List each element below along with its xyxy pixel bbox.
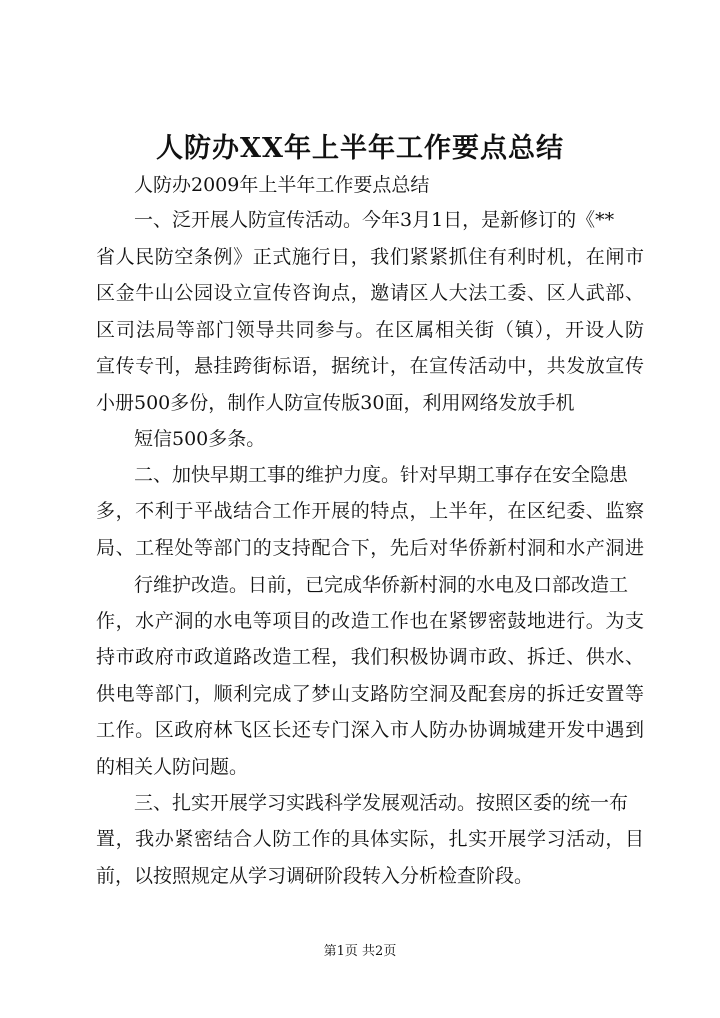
paragraph-line: 局、工程处等部门的支持配合下，先后对华侨新村洞和水产洞进 — [96, 537, 644, 559]
paragraph-line: 区金牛山公园设立宣传咨询点，邀请区人大法工委、区人武部、 — [96, 282, 644, 304]
paragraph-line: 行维护改造。日前，已完成华侨新村洞的水电及口部改造工 — [134, 574, 629, 596]
page-footer: 第1页 共2页 — [323, 944, 397, 959]
document-title: 人防办XX年上半年工作要点总结 — [156, 133, 564, 164]
paragraph-line: 区司法局等部门领导共同参与。在区属相关街（镇），开设人防 — [96, 319, 644, 341]
paragraph-line: 二、加快早期工事的维护力度。针对早期工事存在安全隐患 — [134, 464, 629, 486]
paragraph-line: 短信500多条。 — [134, 428, 266, 450]
paragraph-line: 三、扎实开展学习实践科学发展观活动。按照区委的统一布 — [134, 792, 629, 814]
paragraph-line: 省人民防空条例》正式施行日，我们紧紧抓住有利时机，在闸市 — [96, 246, 644, 268]
paragraph-line: 工作。区政府林飞区长还专门深入市人防办协调城建开发中遇到 — [96, 719, 644, 741]
paragraph-line: 置，我办紧密结合人防工作的具体实际，扎实开展学习活动，目 — [96, 828, 644, 850]
paragraph-line: 宣传专刊，悬挂跨街标语，据统计，在宣传活动中，共发放宣传 — [96, 355, 644, 377]
paragraph-line: 前，以按照规定从学习调研阶段转入分析检查阶段。 — [96, 865, 534, 887]
paragraph-line: 作，水产洞的水电等项目的改造工作也在紧锣密鼓地进行。为支 — [96, 610, 644, 632]
paragraph-line: 小册500多份，制作人防宣传版30面，利用网络发放手机 — [96, 392, 575, 414]
subtitle-line: 人防办2009年上半年工作要点总结 — [134, 174, 430, 196]
paragraph-line: 供电等部门，顺利完成了梦山支路防空洞及配套房的拆迁安置等 — [96, 683, 644, 705]
paragraph-line: 的相关人防问题。 — [96, 756, 249, 778]
paragraph-line: 持市政府市政道路改造工程，我们积极协调市政、拆迁、供水、 — [96, 646, 644, 668]
paragraph-line: 多，不利于平战结合工作开展的特点，上半年，在区纪委、监察 — [96, 500, 644, 522]
paragraph-line: 一、泛开展人防宣传活动。今年3月1日，是新修订的《** — [134, 209, 615, 231]
